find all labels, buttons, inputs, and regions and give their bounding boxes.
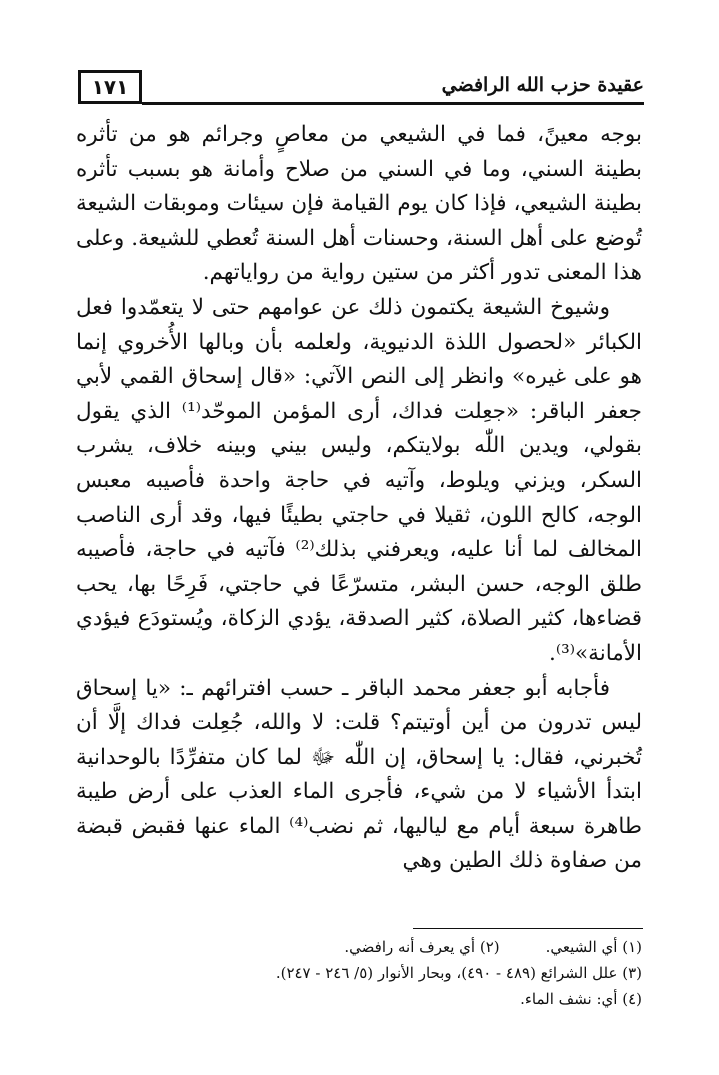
- header-rule: [142, 102, 644, 105]
- paragraph-3: فأجابه أبو جعفر محمد الباقر ـ حسب افترائهم ـ: «يا إسحاق ليس تدرون من أين أوتيتم؟ قلت: لا والله، جُعِلت فداك إلَّا أن تُخبرني، فقال: يا إسحاق، إن اللّٰه ﷻ لما كان متفرِّدًا بالوحدانية ابتدأ الأشياء لا من شيء، فأجرى الماء العذب على أرض طيبة طاهرة سبعة أيام مع لياليها، ثم نضب⁽⁴⁾ الماء عنها فقبض قبضة من صفاوة ذلك الطين وهي: [76, 675, 643, 874]
- footnote-row-3: [76, 986, 642, 1012]
- footnote-row-1: [76, 934, 642, 960]
- footnote-4: (٤) أي: نشف الماء.: [520, 990, 642, 1008]
- footnote-3: (٣) علل الشرائع (٤٨٩ - ٤٩٠)، وبحار الأنوار (٥/ ٢٤٦ - ٢٤٧).: [275, 964, 642, 982]
- page-header: [78, 70, 644, 110]
- paragraph-1: بوجه معينً، فما في الشيعي من معاصٍ وجرائم هو من تأثره بطينة السني، وما في السني من صلاح وأمانة هو بسبب تأثره بطينة الشيعي، فإذا كان يوم القيامة فإن سيئات وموبقات الشيعة تُوضع على أهل السنة، وحسنات أهل السنة تُعطي للشيعة. وعلى هذا المعنى تدور أكثر من ستين رواية من رواياتهم.: [76, 122, 642, 286]
- footnote-row-2: [76, 960, 642, 986]
- footnote-2: (٢) أي يعرف أنه رافضي.: [344, 938, 500, 956]
- page-number: ١٧١: [78, 70, 142, 104]
- running-title: عقيدة حزب الله الرافضي: [441, 74, 644, 96]
- footnote-1: (١) أي الشيعي.: [545, 938, 642, 956]
- main-text: [76, 118, 642, 879]
- footnotes: [76, 934, 642, 1012]
- footnote-divider: [413, 928, 643, 929]
- paragraph-2: وشيوخ الشيعة يكتمون ذلك عن عوامهم حتى لا يتعمّدوا فعل الكبائر «لحصول اللذة الدنيوية، ولعلمه بأن وبالها الأُخروي إنما هو على غيره» وانظر إلى النص الآتي: «قال إسحاق القمي لأبي جعفر الباقر: «جعِلت فداك، أرى المؤمن الموحّد⁽¹⁾ الذي يقول بقولي، ويدين اللّٰه بولايتكم، وليس بيني وبينه خلاف، يشرب السكر، ويزني ويلوط، وآتيه في حاجة واحدة فأصيبه معبس الوجه، كالح اللون، ثقيلا في حاجتي بطيئًا فيها، وقد أرى الناصب المخالف لما أنا عليه، ويعرفني بذلك⁽²⁾ فآتيه في حاجة، فأصيبه طلق الوجه، حسن البشر، متسرّعًا في حاجتي، فَرِحًا بها، يحب قضاءها، كثير الصلاة، كثير الصدقة، يؤدي الزكاة، ويُستودَع فيؤدي الأمانة»⁽³⁾.: [76, 294, 643, 666]
